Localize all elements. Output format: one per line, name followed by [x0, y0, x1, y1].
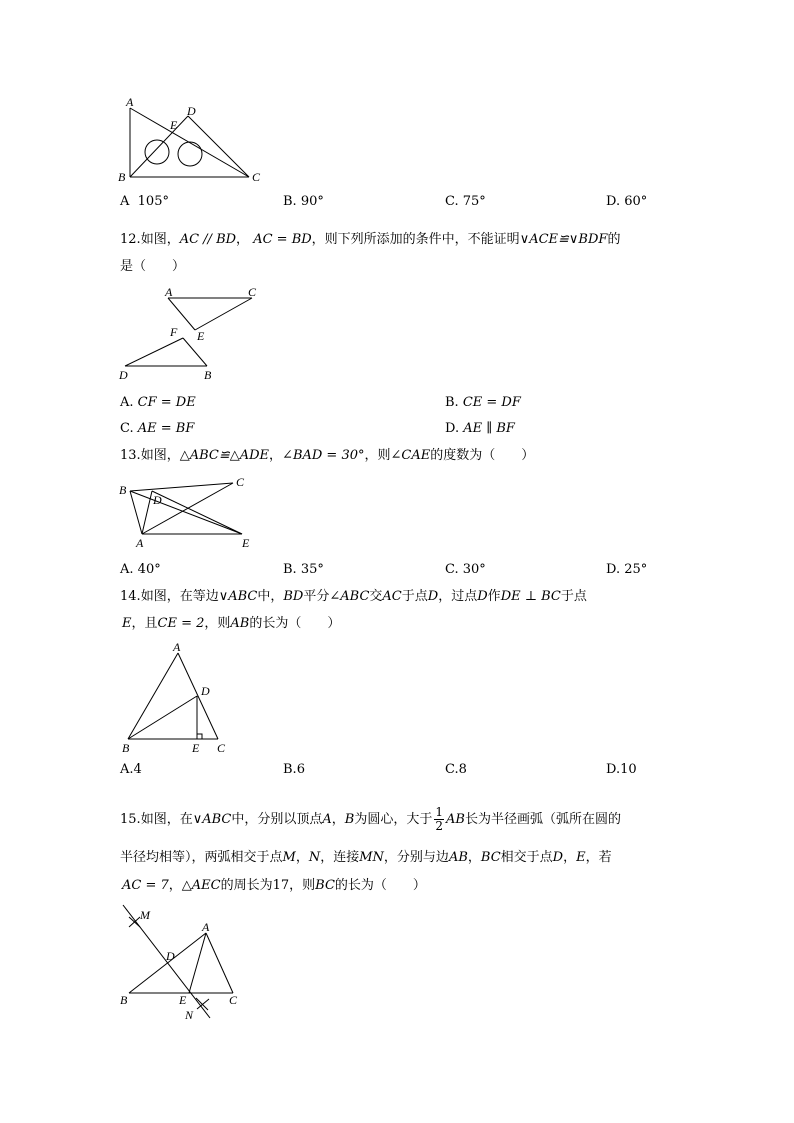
- q11-option-b: B. 90°: [283, 194, 324, 209]
- q11-label-a: A: [126, 95, 134, 109]
- q14-figure: [115, 640, 245, 758]
- q14-option-b: B.6: [283, 762, 305, 777]
- q11-label-e: E: [170, 118, 178, 132]
- q13-label-a: A: [136, 536, 144, 550]
- q14-stem-line1: 14.如图，在等边∨ABC中，BD平分∠ABC交AC于点D，过点D作DE ⊥ BC于点: [120, 589, 587, 604]
- q11-option-a: A 105°: [120, 194, 169, 209]
- q12-label-b: B: [204, 368, 212, 382]
- q14-label-c: C: [217, 741, 226, 755]
- q13-label-d: D: [153, 493, 162, 507]
- q13-option-b: B. 35°: [283, 562, 324, 577]
- q15-label-d: D: [166, 949, 175, 963]
- q11-label-b: B: [118, 170, 126, 184]
- q12-stem-line2: 是（ ）: [120, 259, 186, 274]
- q12-option-a: A. CF = DE: [120, 395, 196, 410]
- q12-label-c: C: [248, 285, 257, 299]
- q12-option-b: B. CE = DF: [445, 395, 521, 410]
- q14-label-a: A: [173, 640, 181, 654]
- q15-fraction: $\frac{1}{2}$: [435, 805, 443, 833]
- q13-label-b: B: [119, 483, 127, 497]
- q15-label-b: B: [120, 993, 128, 1007]
- q14-label-b: B: [122, 741, 130, 755]
- q13-figure: [115, 473, 275, 553]
- q13-option-d: D. 25°: [606, 562, 648, 577]
- q13-option-a: A. 40°: [120, 562, 161, 577]
- q11-label-d: D: [187, 104, 196, 118]
- q11-option-c: C. 75°: [445, 194, 486, 209]
- q13-stem: 13.如图，△ABC≌△ADE，∠BAD = 30°，则∠CAE的度数为（ ）: [120, 448, 535, 463]
- q11-label-c: C: [252, 170, 261, 184]
- q11-figure: [115, 95, 275, 190]
- q13-label-c: C: [236, 475, 245, 489]
- q14-option-a: A.4: [120, 762, 142, 777]
- q12-option-d: D. AE ∥ BF: [445, 421, 515, 436]
- q14-option-c: C.8: [445, 762, 467, 777]
- q14-label-e: E: [192, 741, 200, 755]
- q15-stem-line2: 半径均相等），两弧相交于点M，N，连接MN，分别与边AB，BC相交于点D，E，若: [120, 850, 612, 865]
- q14-stem-line2: E，且CE = 2，则AB的长为（ ）: [122, 616, 341, 631]
- q12-label-e: E: [197, 329, 205, 343]
- q12-label-a: A: [165, 285, 173, 299]
- q13-option-c: C. 30°: [445, 562, 486, 577]
- q12-label-f: F: [170, 325, 178, 339]
- q15-label-c: C: [229, 993, 238, 1007]
- q15-label-e: E: [179, 993, 187, 1007]
- q15-figure: [115, 900, 255, 1025]
- q12-option-c: C. AE = BF: [120, 421, 195, 436]
- q13-label-e: E: [242, 536, 250, 550]
- q15-label-a: A: [202, 920, 210, 934]
- q12-stem-line1: 12.如图，AC // BD， AC = BD，则下列所添加的条件中，不能证明∨ACE≌∨BDF的: [120, 232, 621, 247]
- q15-stem-line1: 15.如图，在∨ABC中，分别以顶点A，B为圆心，大于 $\frac{1}{2}$ AB长为半径画弧（弧所在圆的: [120, 805, 621, 833]
- q15-label-m: M: [140, 908, 150, 922]
- q12-figure: [115, 283, 275, 383]
- q11-option-d: D. 60°: [606, 194, 648, 209]
- q15-label-n: N: [185, 1008, 194, 1022]
- q14-label-d: D: [201, 684, 210, 698]
- q14-option-d: D.10: [606, 762, 637, 777]
- q15-stem-line3: AC = 7，△AEC的周长为17，则BC的长为（ ）: [122, 878, 426, 893]
- q12-label-d: D: [119, 368, 128, 382]
